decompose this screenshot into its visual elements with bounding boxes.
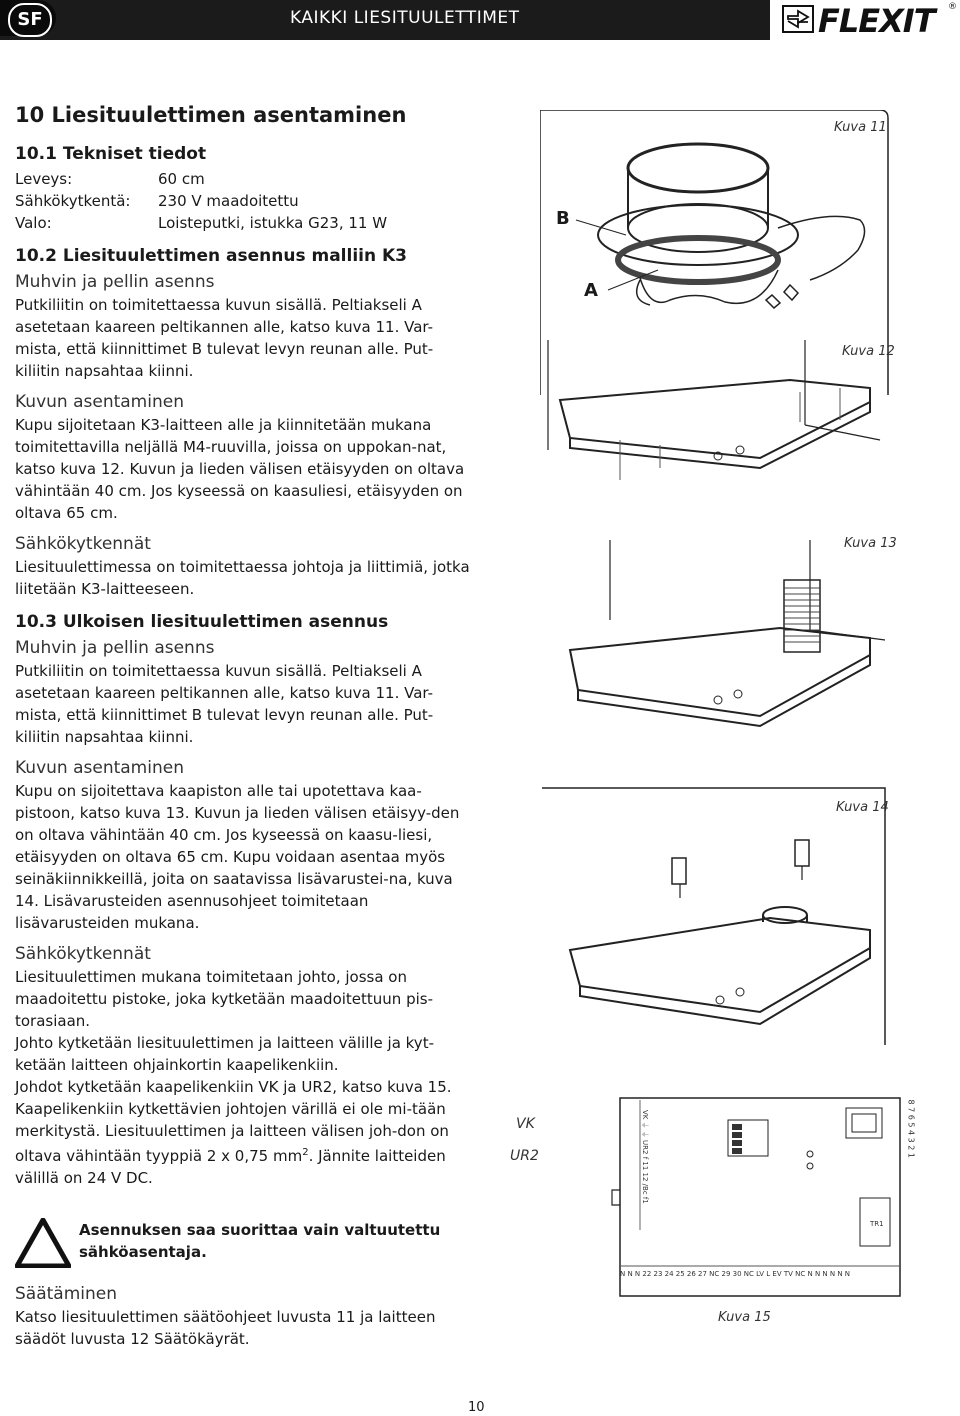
- k3-install-heading: 10.2 Liesituulettimen asennus malliin K3: [15, 246, 408, 266]
- outer-electrical-text-1: Liesituulettimen mukana toimitetaan johto, jossa on maadoitettu pistoke, joka kytketään maadoitettuun pis-torasiaan.: [15, 968, 433, 1030]
- outer-electrical-subheading: Sähkökytkennät: [15, 944, 151, 964]
- instructions-column: [15, 100, 475, 1189]
- figure-14-caption: Kuva 14: [836, 800, 889, 815]
- outer-electrical-text-3: Johdot kytketään kaapelikenkiin VK ja UR2, katso kuva 15. Kaapelikenkiin kytkettävien johtojen värillä ei ole mi-tään merkitystä. Liesituulettimen ja laitteen välisen joh-don on oltava vähintään tyyppiä 2 x 0,75 $mm^2$. Jännite laitteiden välillä on 24 V DC.: [15, 1078, 452, 1187]
- spec-label: Leveys:: [15, 170, 73, 188]
- spec-label: Sähkökytkentä:: [15, 192, 131, 210]
- terminal-row: N N N 22 23 24 25 26 27 NC 29 30 NC LV L EV TV NC N N N N N N: [620, 1270, 851, 1278]
- spec-list: [15, 168, 475, 234]
- right-numbers: 8 7 6 5 4 3 2 1: [906, 1099, 916, 1159]
- k3-hood-text: Kupu sijoitetaan K3-laitteen alle ja kiinnitetään mukana toimitettavilla neljällä M4-ruuvilla, joissa on uppokan-nat, katso kuva 12. Kuvun ja lieden välisen etäisyyden on oltava vähintään 40 cm. Jos kyseessä on kaasuliesi, etäisyyden on oltava 65 cm.: [15, 416, 465, 522]
- outer-sleeve-subheading: Muhvin ja pellin asenns: [15, 638, 215, 658]
- label-b: B: [556, 208, 570, 229]
- label-a: A: [584, 280, 598, 301]
- figure-11-caption: Kuva 11: [834, 120, 887, 135]
- spec-label: Valo:: [15, 214, 52, 232]
- wall-mounted-hood-illustration: [540, 780, 940, 1050]
- label-vk: VK: [516, 1116, 535, 1132]
- registered-mark: ®: [948, 2, 957, 12]
- page-number: 10: [468, 1400, 485, 1415]
- figure-12-caption: Kuva 12: [842, 344, 895, 359]
- logo-wordmark: FLEXIT: [818, 2, 935, 40]
- language-code: SF: [8, 3, 52, 37]
- left-terminals: VK ⏚ ⏚ UR2 f 11 12 /Bc f1: [641, 1110, 649, 1204]
- warning-triangle-icon: [15, 1218, 71, 1268]
- header-title: KAIKKI LIESITUULETTIMET: [290, 8, 520, 28]
- outer-sleeve-text: Putkiliitin on toimitettaessa kuvun sisällä. Peltiakseli A asetetaan kaareen peltikannen alle, katso kuva 11. Var-mista, että kiinnittimet B tulevat levyn reunan alle. Put-kiliitin napsahtaa kiinni.: [15, 662, 434, 746]
- spec-row: [15, 168, 475, 190]
- adjustment-text: Katso liesituulettimen säätöohjeet luvusta 11 ja laitteen säädöt luvusta 12 Säätökäyrät.: [15, 1308, 436, 1348]
- language-badge: [0, 0, 56, 36]
- warning-notice: [15, 1215, 475, 1275]
- header-bar: [0, 0, 960, 40]
- k3-electrical-text: Liesituulettimessa on toimitettaessa johtoja ja liittimiä, jotka liitetään K3-laitteeseen.: [15, 558, 470, 598]
- arrows-logo-icon: [782, 5, 814, 33]
- brand-logo: [770, 0, 960, 40]
- adjustment-heading: Säätäminen: [15, 1284, 117, 1304]
- k3-hood-subheading: Kuvun asentaminen: [15, 392, 184, 412]
- section-title: 10 Liesituulettimen asentaminen: [15, 103, 407, 127]
- outer-hood-text: Kupu on sijoitettava kaapiston alle tai upotettava kaa-pistoon, katso kuva 13. Kuvun ja lieden välisen etäisyy-den on oltava vähintään 40 cm. Jos kyseessä on kaasu-liesi, etäisyyden on oltava 65 cm. Kupu voidaan asentaa myös seinäkiinnikkeillä, joita on saatavissa lisävarustei-na, kuva 14. Lisävarusteiden asennusohjeet toimitetaan lisävarusteiden mukana.: [15, 782, 460, 932]
- figure-15-caption: Kuva 15: [718, 1310, 771, 1325]
- figure-13: [540, 530, 940, 750]
- figure-12: [540, 340, 940, 520]
- adjustment-section: [15, 1282, 485, 1350]
- warning-text: Asennuksen saa suorittaa vain valtuutettu sähköasentaja.: [79, 1221, 441, 1261]
- spec-value: 60 cm: [158, 170, 205, 188]
- label-ur2: UR2: [510, 1148, 539, 1164]
- hood-in-cabinet-illustration: [540, 530, 940, 750]
- spec-value: 230 V maadoitettu: [158, 192, 299, 210]
- k3-sleeve-text: Putkiliitin on toimitettaessa kuvun sisällä. Peltiakseli A asetetaan kaareen peltikannen alle, katso kuva 11. Var-mista, että kiinnittimet B tulevat levyn reunan alle. Put-kiliitin napsahtaa kiinni.: [15, 296, 434, 380]
- outer-hood-subheading: Kuvun asentaminen: [15, 758, 184, 778]
- k3-electrical-subheading: Sähkökytkennät: [15, 534, 151, 554]
- spec-value: Loisteputki, istukka G23, 11 W: [158, 214, 388, 232]
- hood-under-unit-illustration: [540, 340, 940, 520]
- spec-row: [15, 212, 475, 234]
- spec-row: [15, 190, 475, 212]
- transformer-label: TR1: [870, 1220, 884, 1228]
- control-board-illustration: [610, 1090, 910, 1300]
- figure-14: [540, 780, 940, 1050]
- k3-sleeve-subheading: Muhvin ja pellin asenns: [15, 272, 215, 292]
- outer-electrical-text-2: Johto kytketään liesituulettimen ja laitteen välille ja kyt-ketään laitteen ohjainkortin kaapelikenkiin.: [15, 1034, 434, 1074]
- figure-13-caption: Kuva 13: [844, 536, 897, 551]
- tech-specs-heading: 10.1 Tekniset tiedot: [15, 144, 207, 164]
- outer-install-heading: 10.3 Ulkoisen liesituulettimen asennus: [15, 612, 389, 632]
- figure-15: [500, 1090, 940, 1335]
